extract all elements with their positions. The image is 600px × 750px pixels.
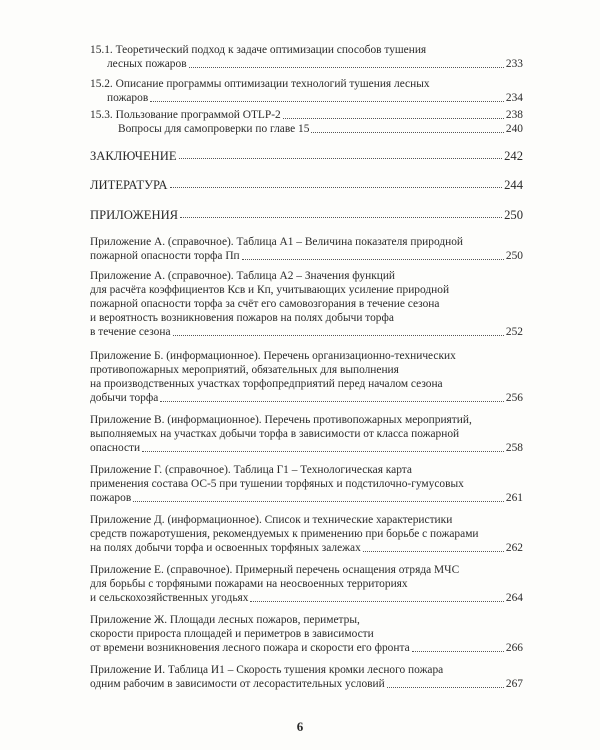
toc-line: Приложение Ж. Площади лесных пожаров, периметры, [90,614,360,626]
toc-line: добычи торфа [90,392,159,404]
toc-line: 15.2. Описание программы оптимизации технологий тушения лесных [90,78,430,90]
toc-line: пожарной опасности торфа Пп [90,250,240,262]
toc-line: на производственных участках торфопредприятий перед началом сезона [90,378,443,390]
toc-line: Приложение А. (справочное). Таблица А1 – Величина показателя природной [90,236,463,248]
dot-leader [242,250,504,260]
dot-leader [150,92,504,102]
toc-line: скорости прироста площадей и периметров в зависимости [90,628,374,640]
toc-line: в течение сезона [90,326,171,338]
dot-leader [170,178,503,188]
toc-line: опасности [90,442,141,454]
toc-line: выполняемых на участках добычи торфа в зависимости от класса пожарной [90,428,460,440]
page-folio-number: 6 [296,719,304,734]
page-number: 238 [505,109,523,121]
toc-line: и вероятность возникновения пожаров на полях добычи торфа [90,312,394,324]
toc-line: Приложение И. Таблица И1 – Скорость тушения кромки лесного пожара [90,664,444,676]
page-number: 264 [505,592,523,604]
dot-leader [142,442,504,452]
page-number: 252 [505,326,523,338]
page-number: 242 [504,149,523,163]
toc-line: пожаров [90,492,132,504]
toc-line: и сельскохозяйственных угодьях [90,592,249,604]
page-number: 240 [505,123,523,135]
page-number: 250 [505,250,523,262]
page-number: 261 [505,492,523,504]
dot-leader [363,542,504,552]
dot-leader [160,392,504,402]
toc-line: лесных пожаров [107,58,187,70]
toc-line: средств пожаротушения, рекомендуемых к применению при борьбе с пожарами [90,528,479,540]
toc-line: Приложение Е. (справочное). Примерный перечень оснащения отряда МЧС [90,564,460,576]
toc-line: ЛИТЕРАТУРА [90,178,168,192]
page-number: 244 [504,178,523,192]
toc-line: Приложение Б. (информационное). Перечень организационно-технических [90,350,456,362]
toc-line: пожаров [107,92,149,104]
dot-leader [387,678,504,688]
toc-line: Приложение Г. (справочное). Таблица Г1 – Технологическая карта [90,464,412,476]
toc-line: на полях добычи торфа и освоенных торфяных залежах [90,542,361,554]
dot-leader [180,208,502,218]
toc-line: Приложение Д. (информационное). Список и технические характеристики [90,514,453,526]
toc-line: пожарной опасности торфа за счёт его самовозгорания в течение сезона [90,298,440,310]
toc-line: от времени возникновения лесного пожара и скорости его фронта [90,642,410,654]
toc-line: применения состава ОС-5 при тушении торфяных и подстилочно-гумусовых [90,478,464,490]
dot-leader [133,492,504,502]
page-number: 233 [505,58,523,70]
toc-line: ПРИЛОЖЕНИЯ [90,208,179,222]
dot-leader [412,642,504,652]
toc-line: для борьбы с торфяными пожарами на неосвоенных территориях [90,578,408,590]
dot-leader [250,592,503,602]
page-number: 234 [505,92,523,104]
page-number: 256 [505,392,523,404]
dot-leader [311,123,503,133]
page-number: 258 [505,442,523,454]
page-number: 262 [505,542,523,554]
toc-line: Приложение А. (справочное). Таблица А2 – Значения функций [90,270,396,282]
page-number: 267 [505,678,523,690]
toc-line: Приложение В. (информационное). Перечень противопожарных мероприятий, [90,414,472,426]
toc-line: для расчёта коэффициентов Ксв и Кп, учитывающих усиление природной [90,284,450,296]
toc-line: противопожарных мероприятий, обязательных для выполнения [90,364,399,376]
dot-leader [189,58,504,68]
dot-leader [179,149,503,159]
toc-line: одним рабочим в зависимости от лесорастительных условий [90,678,385,690]
toc-line: 15.3. Пользование программой OTLP-2 [90,109,281,121]
toc-line: ЗАКЛЮЧЕНИЕ [90,149,177,163]
dot-leader [173,326,504,336]
toc-line: 15.1. Теоретический подход к задаче оптимизации способов тушения [90,44,427,56]
page-number: 250 [504,208,523,222]
toc-line: Вопросы для самопроверки по главе 15 [118,123,310,135]
dot-leader [283,109,504,119]
page-number: 266 [505,642,523,654]
